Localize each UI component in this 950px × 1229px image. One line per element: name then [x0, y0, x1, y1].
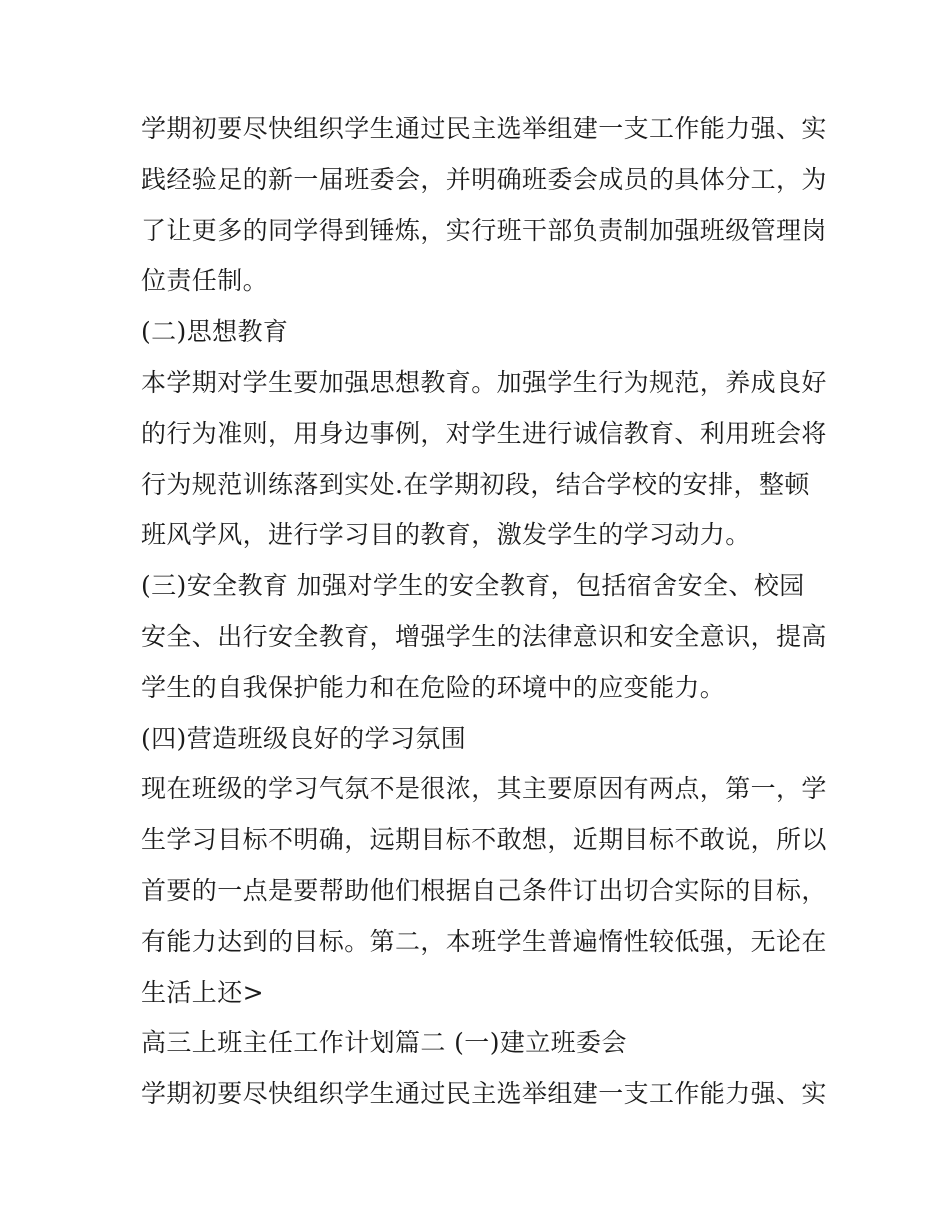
section-heading: (三)安全教育 加强对学生的安全教育，包括宿舍安全、校园: [141, 571, 805, 601]
text-line: 的行为准则，用身边事例，对学生进行诚信教育、利用班会将: [141, 418, 827, 448]
text-line: 安全、出行安全教育，增强学生的法律意识和安全意识，提高: [141, 621, 827, 651]
section-heading: 高三上班主任工作计划篇二 (一)建立班委会: [141, 1028, 627, 1058]
section-heading: (二)思想教育: [141, 317, 289, 347]
text-line: 学期初要尽快组织学生通过民主选举组建一支工作能力强、实: [141, 114, 827, 143]
text-line: 有能力达到的目标。第二，本班学生普遍惰性较低强，无论在: [141, 926, 827, 956]
text-line: 首要的一点是要帮助他们根据自己条件订出切合实际的目标，: [141, 875, 827, 905]
text-line: 生学习目标不明确，远期目标不敢想，近期目标不敢说，所以: [141, 825, 827, 855]
text-line: 位责任制。: [141, 266, 269, 296]
text-line: 班风学风，进行学习目的教育，激发学生的学习动力。: [141, 520, 751, 550]
text-line: 生活上还>: [141, 977, 264, 1007]
text-line: 本学期对学生要加强思想教育。加强学生行为规范，养成良好: [141, 367, 827, 397]
text-line: 了让更多的同学得到锤炼，实行班干部负责制加强班级管理岗: [141, 215, 827, 245]
text-line: 现在班级的学习气氛不是很浓，其主要原因有两点，第一，学: [141, 774, 827, 804]
text-line: 践经验足的新一届班委会，并明确班委会成员的具体分工，为: [141, 164, 827, 194]
document-body: [141, 104, 827, 1120]
text-line: 学生的自我保护能力和在危险的环境中的应变能力。: [141, 672, 726, 702]
text-line: 行为规范训练落到实处.在学期初段，结合学校的安排，整顿: [141, 469, 810, 499]
text-line: 学期初要尽快组织学生通过民主选举组建一支工作能力强、实: [141, 1079, 827, 1109]
section-heading: (四)营造班级良好的学习氛围: [141, 723, 467, 753]
